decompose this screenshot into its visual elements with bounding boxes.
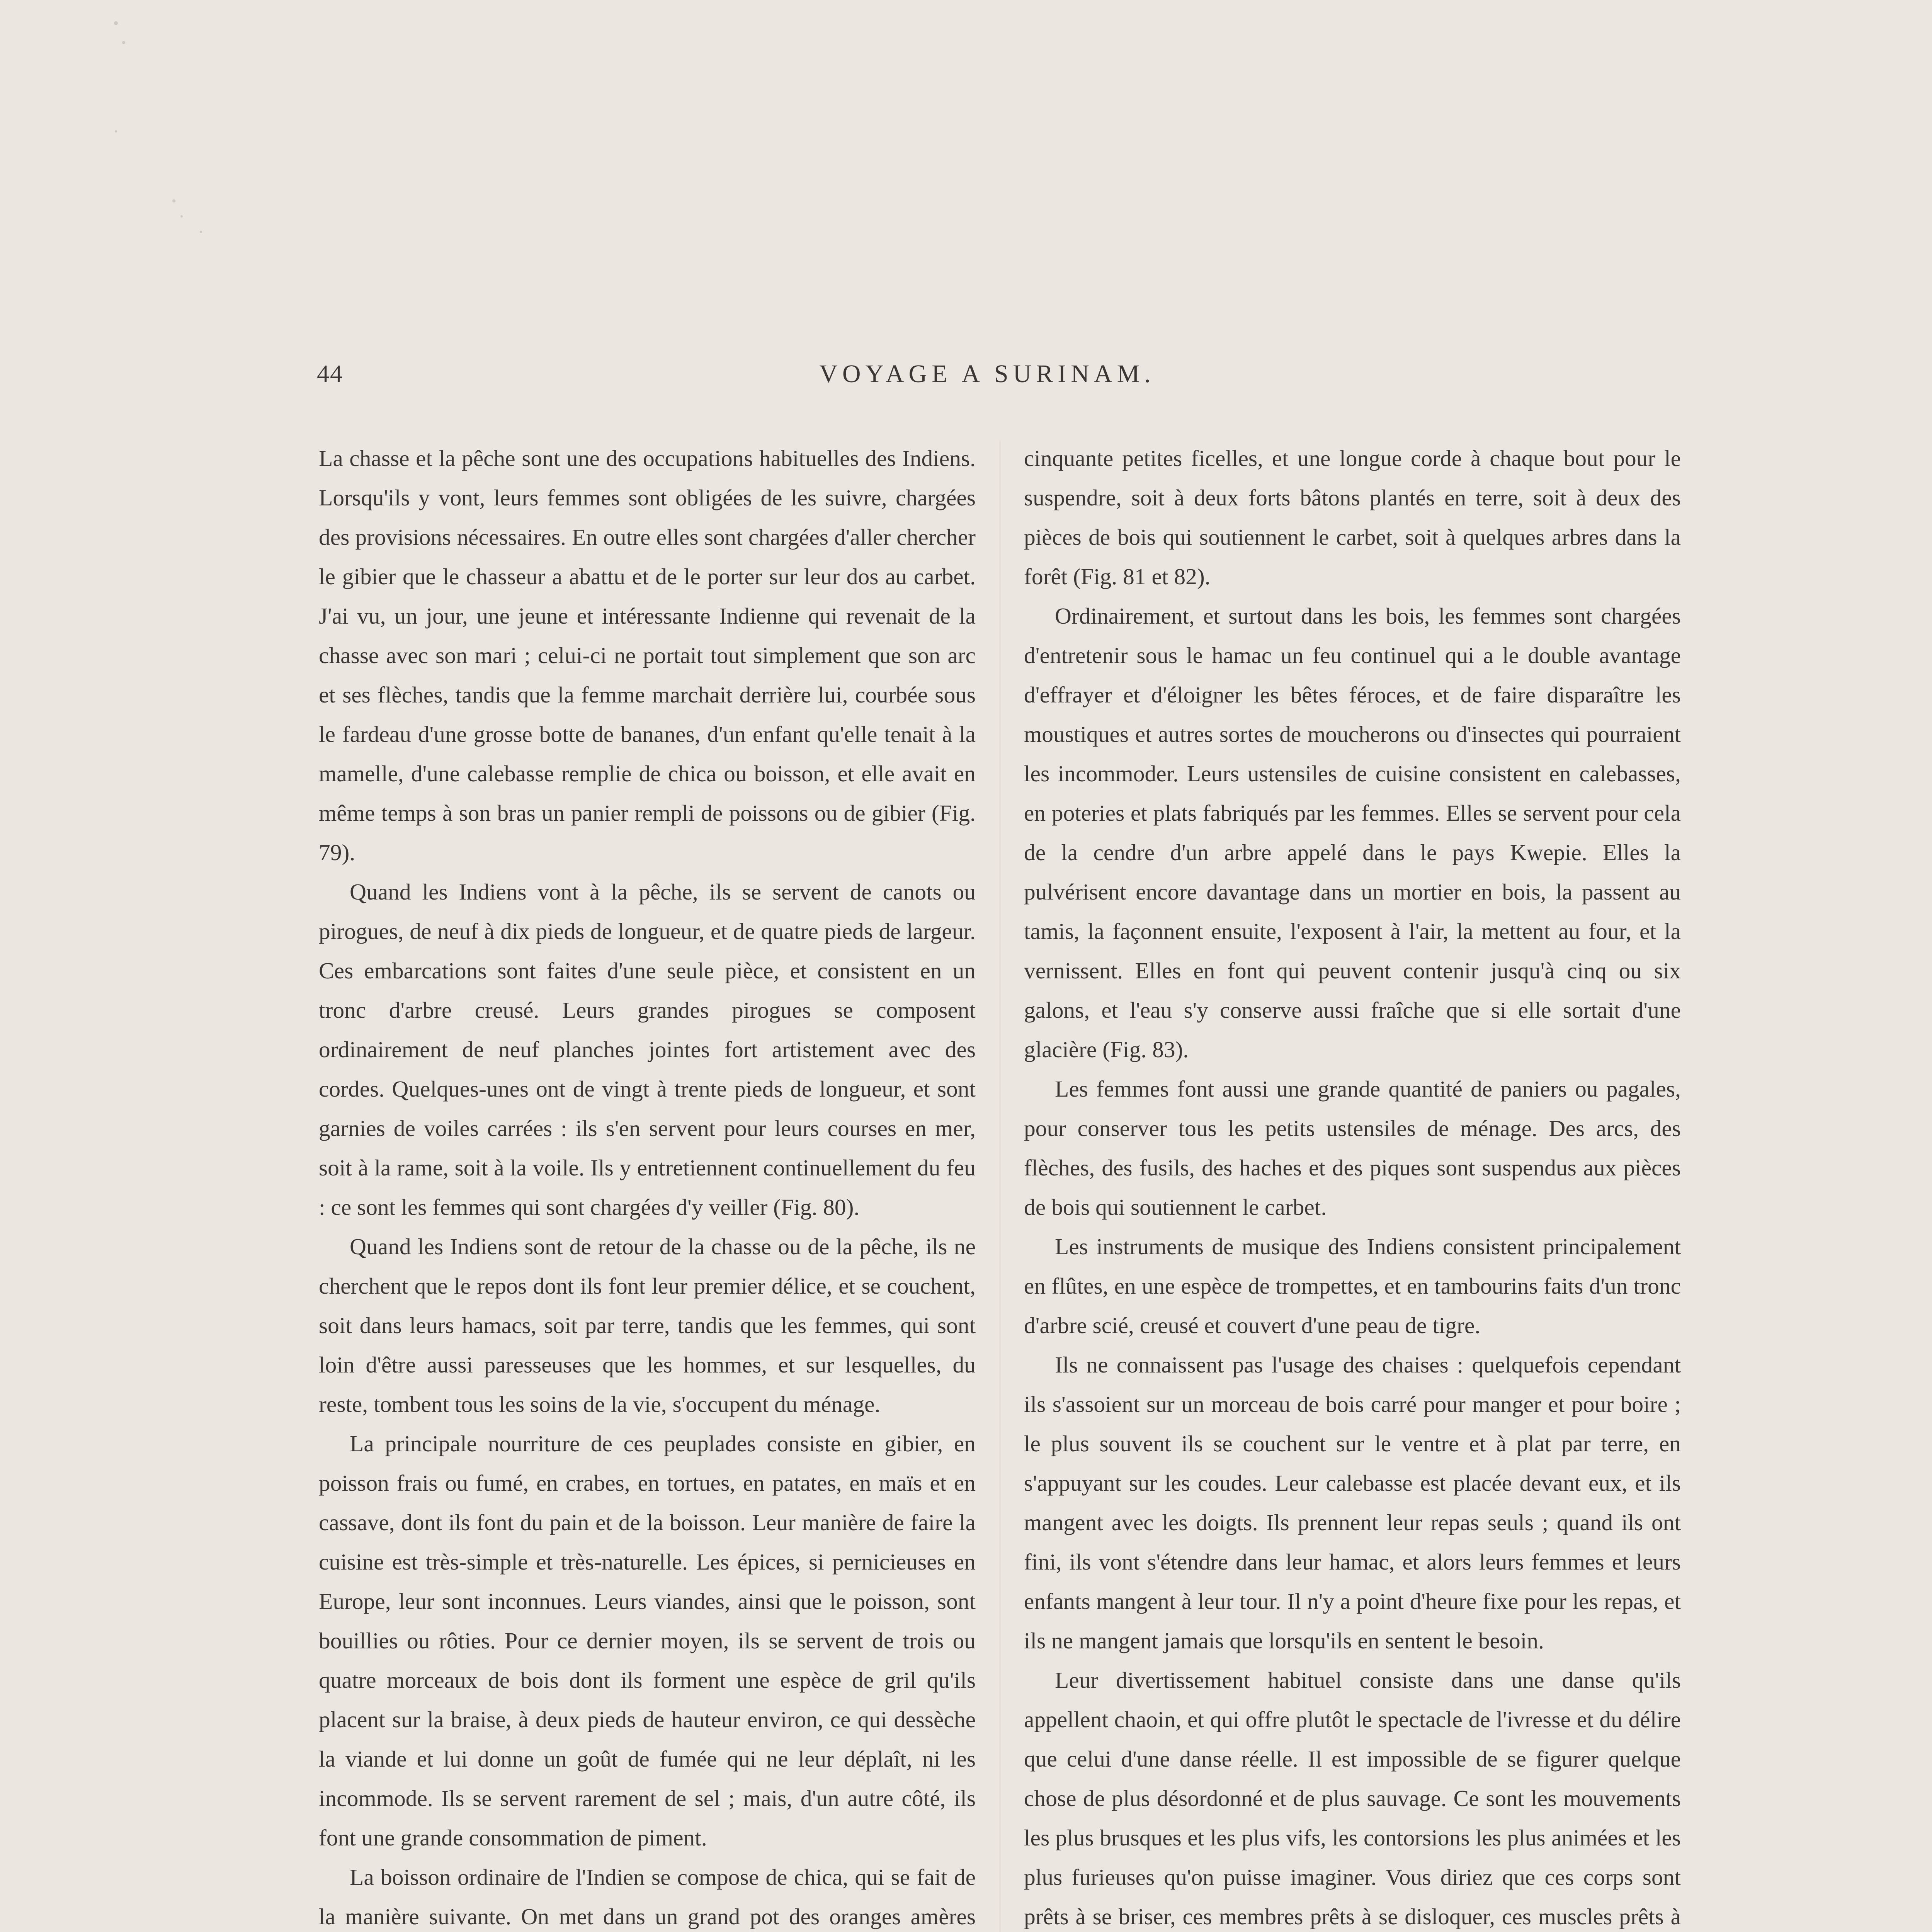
right-column (1024, 439, 1681, 1932)
paragraph: Quand les Indiens sont de retour de la chasse ou de la pêche, ils ne cherchent que le repos dont ils font leur premier délice, et se couchent, soit dans leurs hamacs, soit par terre, tandis que les femmes, qui sont loin d'être aussi paresseuses que les hommes, et sur lesquelles, du reste, tombent tous les soins de la vie, s'occupent du ménage. (319, 1234, 976, 1417)
paragraph: La principale nourriture de ces peuplades consiste en gibier, en poisson frais ou fumé, en crabes, en tortues, en patates, en maïs et en cassave, dont ils font du pain et de la boisson. Leur manière de faire la cuisine est très-simple et très-naturelle. Les épices, si pernicieuses en Europe, leur sont inconnues. Leurs viandes, ainsi que le poisson, sont bouillies ou rôties. Pour ce dernier moyen, ils se servent de trois ou quatre morceaux de bois dont ils forment une espèce de gril qu'ils placent sur la braise, à deux pieds de hauteur environ, ce qui dessèche la viande et lui donne un goût de fumée qui ne leur déplaît, ni les incommode. Ils se servent rarement de sel ; mais, d'un autre côté, ils font une grande consommation de piment. (319, 1431, 976, 1850)
running-title: VOYAGE A SURINAM. (819, 360, 1155, 388)
paragraph: Les femmes font aussi une grande quantité de paniers ou pagales, pour conserver tous les petits ustensiles de ménage. Des arcs, des flèches, des fusils, des haches et des piques sont suspendus aux pièces de bois qui soutiennent le carbet. (1024, 1076, 1681, 1220)
paragraph: La chasse et la pêche sont une des occupations habituelles des Indiens. Lorsqu'ils y vont, leurs femmes sont obligées de les suivre, chargées des provisions nécessaires. En outre elles sont chargées d'aller chercher le gibier que le chasseur a abattu et de le porter sur leur dos au carbet. J'ai vu, un jour, une jeune et intéressante Indienne qui revenait de la chasse avec son mari ; celui-ci ne portait tout simplement que son arc et ses flèches, tandis que la femme marchait derrière lui, courbée sous le fardeau d'une grosse botte de bananes, d'un enfant qu'elle tenait à la mamelle, d'une calebasse remplie de chica ou boisson, et elle avait en même temps à son bras un panier rempli de poissons ou de gibier (Fig. 79). (319, 446, 976, 865)
page-header (317, 359, 1658, 394)
paragraph: cinquante petites ficelles, et une longue corde à chaque bout pour le suspendre, soit à deux forts bâtons plantés en terre, soit à deux des pièces de bois qui soutiennent le carbet, soit à quelques arbres dans la forêt (Fig. 81 et 82). (1024, 446, 1681, 589)
paragraph: La boisson ordinaire de l'Indien se compose de chica, qui se fait de la manière suivante. On met dans un grand pot des oranges amères (319, 1864, 976, 1929)
paragraph: Les instruments de musique des Indiens consistent principalement en flûtes, en une espèce de trompettes, et en tambourins faits d'un tronc d'arbre scié, creusé et couvert d'une peau de tigre. (1024, 1234, 1681, 1338)
left-column (319, 439, 976, 1932)
paragraph: Ils ne connaissent pas l'usage des chaises : quelquefois cependant ils s'assoient sur un morceau de bois carré pour manger et pour boire ; le plus souvent ils se couchent sur le ventre et à plat par terre, en s'appuyant sur les coudes. Leur calebasse est placée devant eux, et ils mangent avec les doigts. Ils prennent leur repas seuls ; quand ils ont fini, ils vont s'étendre dans leur hamac, et alors leurs femmes et leurs enfants mangent à leur tour. Il n'y a point d'heure fixe pour les repas, et ils ne mangent jamais que lorsqu'ils en sentent le besoin. (1024, 1352, 1681, 1653)
paragraph: Ordinairement, et surtout dans les bois, les femmes sont chargées d'entretenir sous le hamac un feu continuel qui a le double avantage d'effrayer et d'éloigner les bêtes féroces, et de faire disparaître les moustiques et autres sortes de moucherons ou d'insectes qui pourraient les incommoder. Leurs ustensiles de cuisine consistent en calebasses, en poteries et plats fabriqués par les femmes. Elles se servent pour cela de la cendre d'un arbre appelé dans le pays Kwepie. Elles la pulvérisent encore davantage dans un mortier en bois, la passent au tamis, la façonnent ensuite, l'exposent à l'air, la mettent au four, et la vernissent. Elles en font qui peuvent contenir jusqu'à cinq ou six galons, et l'eau s'y conserve aussi fraîche que si elle sortait d'une glacière (Fig. 83). (1024, 603, 1681, 1062)
paragraph: Quand les Indiens vont à la pêche, ils se servent de canots ou pirogues, de neuf à dix pieds de longueur, et de quatre pieds de largeur. Ces embarcations sont faites d'une seule pièce, et consistent en un tronc d'arbre creusé. Leurs grandes pirogues se composent ordinairement de neuf planches jointes fort artistement avec des cordes. Quelques-unes ont de vingt à trente pieds de longueur, et sont garnies de voiles carrées : ils s'en servent pour leurs courses en mer, soit à la rame, soit à la voile. Ils y entretiennent continuellement du feu : ce sont les femmes qui sont chargées d'y veiller (Fig. 80). (319, 879, 976, 1220)
page-number: 44 (317, 360, 343, 387)
paragraph: Leur divertissement habituel consiste dans une danse qu'ils appellent chaoin, et qui offre plutôt le spectacle de l'ivresse et du délire que celui d'une danse réelle. Il est impossible de se figurer quelque chose de plus désordonné et de plus sauvage. Ce sont les mouvements les plus brusques et les plus vifs, les contorsions les plus animées et les plus furieuses qu'on puisse imaginer. Vous diriez que ces corps sont prêts à se briser, ces membres prêts à se disloquer, ces muscles prêts à (1024, 1667, 1681, 1929)
